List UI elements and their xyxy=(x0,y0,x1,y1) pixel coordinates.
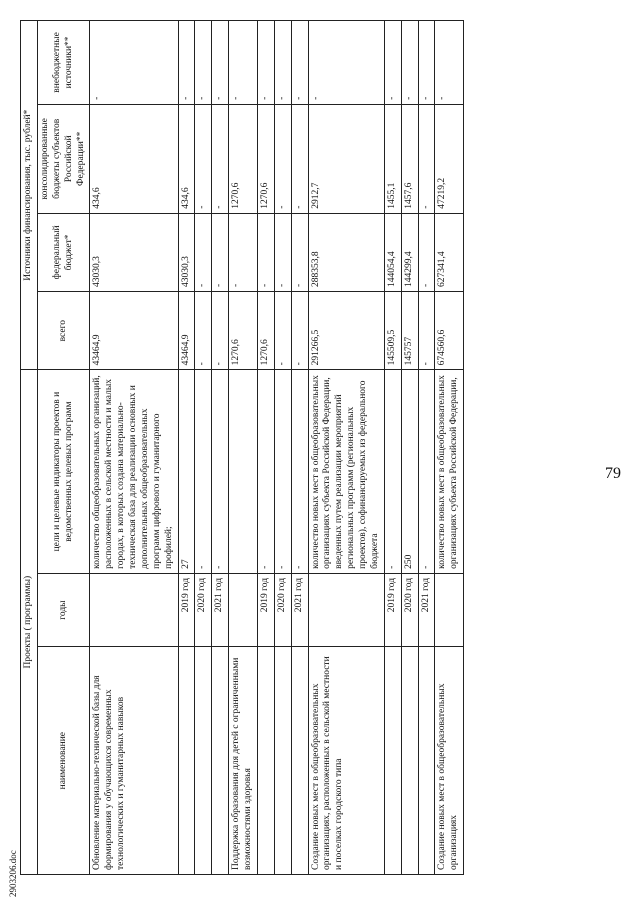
row-total: 291266,5 xyxy=(308,292,384,370)
header-regional: консолидированные бюджеты субъектов Российской Федерации** xyxy=(37,104,90,213)
row-name xyxy=(212,647,229,875)
row-indicator: количество общеобразовательных организаций, расположенных в сельской местности и малых городах, в которых создана материально-техническая база для реализации основных и дополнительных общеобразовательных программ цифрового и гуманитарного профилей; xyxy=(90,370,178,574)
row-year: 2021 год xyxy=(212,573,229,646)
row-year: 2021 год xyxy=(418,573,435,646)
row-year xyxy=(308,573,384,646)
table-row xyxy=(401,21,418,875)
header-goals: цели и целевые индикаторы проектов и ведомственных целевых программ xyxy=(37,370,90,574)
row-year: 2020 год xyxy=(195,573,212,646)
row-total: - xyxy=(291,292,308,370)
row-regional: 1270,6 xyxy=(257,104,274,213)
row-federal: 144054,4 xyxy=(384,213,401,291)
header-name: наименование xyxy=(37,647,90,875)
row-year: 2021 год xyxy=(291,573,308,646)
row-federal: 43030,3 xyxy=(178,213,195,291)
row-regional: 1455,1 xyxy=(384,104,401,213)
row-regional: 434,6 xyxy=(178,104,195,213)
row-indicator: - xyxy=(274,370,291,574)
row-extra: - xyxy=(229,21,258,105)
table-row xyxy=(274,21,291,875)
table-row xyxy=(195,21,212,875)
row-total: 43464,9 xyxy=(90,292,178,370)
row-extra: - xyxy=(90,21,178,105)
row-indicator: 27 xyxy=(178,370,195,574)
row-federal: - xyxy=(291,213,308,291)
table-row xyxy=(229,21,258,875)
header-federal: федеральный бюджет* xyxy=(37,213,90,291)
row-federal: 288353,8 xyxy=(308,213,384,291)
row-federal: - xyxy=(257,213,274,291)
row-extra: - xyxy=(178,21,195,105)
table-row xyxy=(178,21,195,875)
header-projects-group: Проекты ( программы) xyxy=(21,370,38,875)
table-row xyxy=(384,21,401,875)
row-indicator: - xyxy=(384,370,401,574)
row-extra: - xyxy=(401,21,418,105)
row-year xyxy=(229,573,258,646)
table-row xyxy=(212,21,229,875)
row-regional: 1270,6 xyxy=(229,104,258,213)
row-indicator: - xyxy=(257,370,274,574)
row-total: 674560,6 xyxy=(435,292,464,370)
row-year: 2019 год xyxy=(178,573,195,646)
row-total: - xyxy=(274,292,291,370)
file-name: 2903206.doc xyxy=(8,850,18,897)
row-total: 145509,5 xyxy=(384,292,401,370)
row-extra: - xyxy=(308,21,384,105)
row-regional: - xyxy=(212,104,229,213)
row-year: 2019 год xyxy=(384,573,401,646)
row-name xyxy=(274,647,291,875)
row-regional: 2912,7 xyxy=(308,104,384,213)
row-regional: 47219,2 xyxy=(435,104,464,213)
funding-table xyxy=(20,20,464,875)
table-row xyxy=(435,21,464,875)
row-total: 145757 xyxy=(401,292,418,370)
row-name xyxy=(195,647,212,875)
row-total: 1270,6 xyxy=(257,292,274,370)
row-name xyxy=(418,647,435,875)
header-funding-group: Источники финансирования, тыс. рублей* xyxy=(21,21,38,370)
table-row xyxy=(90,21,178,875)
row-extra: - xyxy=(435,21,464,105)
row-extra: - xyxy=(257,21,274,105)
row-extra: - xyxy=(274,21,291,105)
row-name: Обновление материально-технической базы для формирования у обучающихся современных технологических и гуманитарных навыков xyxy=(90,647,178,875)
header-total: всего xyxy=(37,292,90,370)
row-name xyxy=(178,647,195,875)
row-total: - xyxy=(212,292,229,370)
row-name xyxy=(257,647,274,875)
row-federal: 43030,3 xyxy=(90,213,178,291)
row-regional: 1457,6 xyxy=(401,104,418,213)
row-indicator xyxy=(229,370,258,574)
row-total: - xyxy=(195,292,212,370)
row-indicator: - xyxy=(212,370,229,574)
row-name: Поддержка образования для детей с ограниченными возможностями здоровья xyxy=(229,647,258,875)
row-extra: - xyxy=(418,21,435,105)
row-regional: - xyxy=(291,104,308,213)
row-indicator: количество новых мест в общеобразовательных организациях субъекта Российской Федерации, введенных путем реализации мероприятий региональных программ (региональных проектов), софинансируемых из федерального бюджета xyxy=(308,370,384,574)
row-extra: - xyxy=(291,21,308,105)
row-total: 1270,6 xyxy=(229,292,258,370)
page-number: 79 xyxy=(605,465,621,482)
row-indicator: - xyxy=(195,370,212,574)
row-federal: - xyxy=(212,213,229,291)
row-federal: 144299,4 xyxy=(401,213,418,291)
row-total: - xyxy=(418,292,435,370)
row-federal: - xyxy=(418,213,435,291)
table-row xyxy=(291,21,308,875)
row-name: Создание новых мест в общеобразовательных организациях, расположенных в сельской местности и поселках городского типа xyxy=(308,647,384,875)
row-year: 2020 год xyxy=(274,573,291,646)
row-name xyxy=(401,647,418,875)
row-name xyxy=(384,647,401,875)
row-extra: - xyxy=(195,21,212,105)
row-name xyxy=(291,647,308,875)
row-regional: 434,6 xyxy=(90,104,178,213)
header-extra: внебюджетные источники** xyxy=(37,21,90,105)
table-row xyxy=(418,21,435,875)
row-extra: - xyxy=(384,21,401,105)
row-total: 43464,9 xyxy=(178,292,195,370)
row-regional: - xyxy=(195,104,212,213)
row-indicator: - xyxy=(418,370,435,574)
table-row xyxy=(257,21,274,875)
table-row xyxy=(308,21,384,875)
row-federal: - xyxy=(229,213,258,291)
row-name: Создание новых мест в общеобразовательных организациях xyxy=(435,647,464,875)
row-federal: - xyxy=(195,213,212,291)
row-regional: - xyxy=(274,104,291,213)
row-year: 2020 год xyxy=(401,573,418,646)
row-year xyxy=(435,573,464,646)
row-indicator: количество новых мест в общеобразовательных организациях субъекта Российской Федерации, xyxy=(435,370,464,574)
row-federal: - xyxy=(274,213,291,291)
header-years: годы xyxy=(37,573,90,646)
row-year: 2019 год xyxy=(257,573,274,646)
row-indicator: - xyxy=(291,370,308,574)
row-indicator: 250 xyxy=(401,370,418,574)
row-regional: - xyxy=(418,104,435,213)
row-extra: - xyxy=(212,21,229,105)
row-federal: 627341,4 xyxy=(435,213,464,291)
row-year xyxy=(90,573,178,646)
